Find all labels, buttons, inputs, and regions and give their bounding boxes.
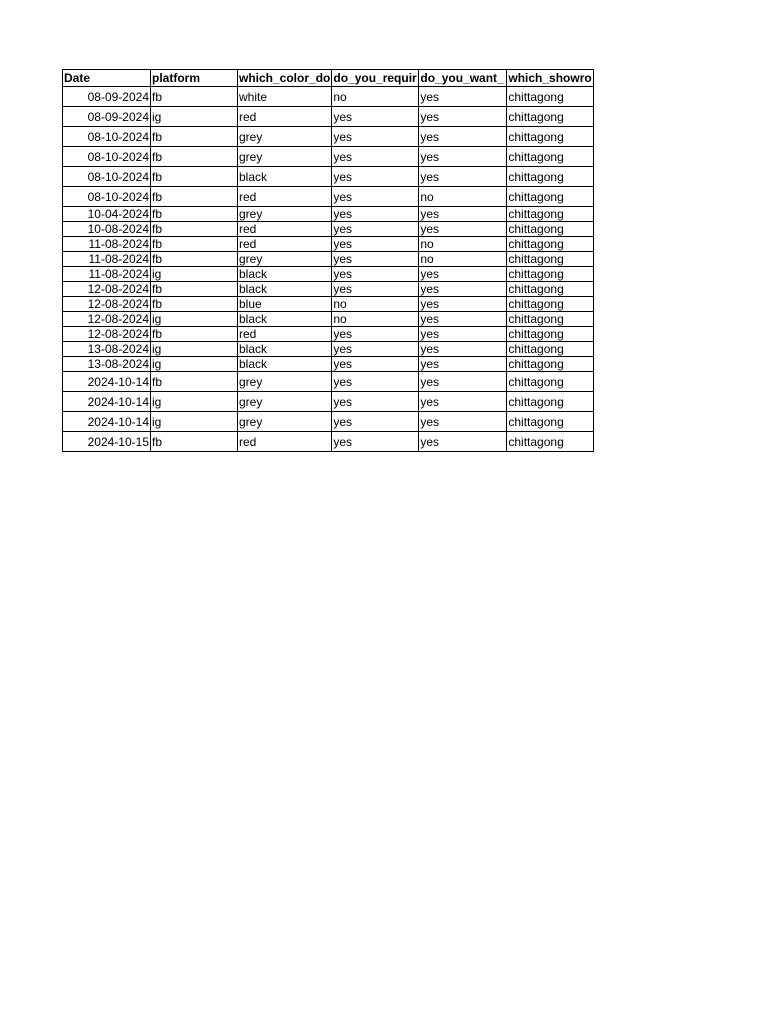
cell-date[interactable]: 2024-10-14 bbox=[63, 392, 151, 412]
cell-showroom[interactable]: chittagong bbox=[507, 432, 594, 452]
cell-color[interactable]: grey bbox=[238, 392, 332, 412]
cell-date[interactable]: 11-08-2024 bbox=[63, 267, 151, 282]
cell-require[interactable]: yes bbox=[332, 252, 419, 267]
cell-require[interactable]: yes bbox=[332, 392, 419, 412]
cell-color[interactable]: red bbox=[238, 107, 332, 127]
cell-platform[interactable]: fb bbox=[151, 167, 238, 187]
table-row bbox=[63, 147, 594, 167]
cell-date[interactable]: 12-08-2024 bbox=[63, 282, 151, 297]
cell-want[interactable]: yes bbox=[419, 267, 507, 282]
cell-date[interactable]: 12-08-2024 bbox=[63, 312, 151, 327]
cell-date[interactable]: 08-10-2024 bbox=[63, 187, 151, 207]
table-row bbox=[63, 432, 594, 452]
cell-color[interactable]: black bbox=[238, 312, 332, 327]
cell-want[interactable]: yes bbox=[419, 342, 507, 357]
cell-platform[interactable]: ig bbox=[151, 357, 238, 372]
cell-date[interactable]: 08-09-2024 bbox=[63, 87, 151, 107]
cell-platform[interactable]: fb bbox=[151, 147, 238, 167]
cell-color[interactable]: black bbox=[238, 282, 332, 297]
table-row bbox=[63, 167, 594, 187]
cell-date[interactable]: 08-10-2024 bbox=[63, 127, 151, 147]
cell-require[interactable]: yes bbox=[332, 127, 419, 147]
table-row bbox=[63, 312, 594, 327]
spreadsheet-table bbox=[62, 69, 594, 452]
cell-platform[interactable]: fb bbox=[151, 127, 238, 147]
table-row bbox=[63, 107, 594, 127]
cell-color[interactable]: red bbox=[238, 327, 332, 342]
cell-date[interactable]: 2024-10-14 bbox=[63, 372, 151, 392]
cell-date[interactable]: 11-08-2024 bbox=[63, 252, 151, 267]
cell-showroom[interactable]: chittagong bbox=[507, 342, 594, 357]
cell-color[interactable]: grey bbox=[238, 252, 332, 267]
cell-require[interactable]: yes bbox=[332, 342, 419, 357]
cell-require[interactable]: yes bbox=[332, 372, 419, 392]
cell-want[interactable]: no bbox=[419, 252, 507, 267]
cell-want[interactable]: yes bbox=[419, 282, 507, 297]
cell-platform[interactable]: ig bbox=[151, 312, 238, 327]
cell-require[interactable]: yes bbox=[332, 327, 419, 342]
table-row bbox=[63, 372, 594, 392]
cell-platform[interactable]: ig bbox=[151, 392, 238, 412]
cell-want[interactable]: yes bbox=[419, 147, 507, 167]
table-row bbox=[63, 412, 594, 432]
cell-color[interactable]: grey bbox=[238, 207, 332, 222]
table-body bbox=[63, 87, 594, 452]
cell-platform[interactable]: ig bbox=[151, 342, 238, 357]
cell-platform[interactable]: fb bbox=[151, 187, 238, 207]
cell-require[interactable]: no bbox=[332, 87, 419, 107]
cell-platform[interactable]: fb bbox=[151, 207, 238, 222]
header-date[interactable]: Date bbox=[63, 70, 151, 87]
cell-date[interactable]: 13-08-2024 bbox=[63, 342, 151, 357]
cell-showroom[interactable]: chittagong bbox=[507, 207, 594, 222]
cell-color[interactable]: grey bbox=[238, 127, 332, 147]
cell-want[interactable]: yes bbox=[419, 412, 507, 432]
cell-want[interactable]: yes bbox=[419, 357, 507, 372]
cell-want[interactable]: yes bbox=[419, 297, 507, 312]
cell-platform[interactable]: fb bbox=[151, 297, 238, 312]
cell-color[interactable]: red bbox=[238, 432, 332, 452]
cell-color[interactable]: grey bbox=[238, 147, 332, 167]
cell-require[interactable]: no bbox=[332, 297, 419, 312]
cell-showroom[interactable]: chittagong bbox=[507, 147, 594, 167]
cell-color[interactable]: grey bbox=[238, 372, 332, 392]
cell-want[interactable]: yes bbox=[419, 222, 507, 237]
cell-date[interactable]: 12-08-2024 bbox=[63, 297, 151, 312]
cell-platform[interactable]: fb bbox=[151, 252, 238, 267]
cell-want[interactable]: yes bbox=[419, 127, 507, 147]
cell-showroom[interactable]: chittagong bbox=[507, 222, 594, 237]
cell-platform[interactable]: fb bbox=[151, 87, 238, 107]
cell-showroom[interactable]: chittagong bbox=[507, 87, 594, 107]
cell-platform[interactable]: fb bbox=[151, 432, 238, 452]
cell-want[interactable]: yes bbox=[419, 432, 507, 452]
cell-showroom[interactable]: chittagong bbox=[507, 107, 594, 127]
table-row bbox=[63, 282, 594, 297]
cell-require[interactable]: yes bbox=[332, 147, 419, 167]
table-row bbox=[63, 222, 594, 237]
cell-color[interactable]: black bbox=[238, 342, 332, 357]
cell-require[interactable]: yes bbox=[332, 357, 419, 372]
cell-color[interactable]: red bbox=[238, 222, 332, 237]
cell-date[interactable]: 2024-10-15 bbox=[63, 432, 151, 452]
cell-want[interactable]: yes bbox=[419, 392, 507, 412]
cell-platform[interactable]: fb bbox=[151, 327, 238, 342]
header-which-showroom[interactable]: which_showro bbox=[507, 70, 594, 87]
cell-require[interactable]: yes bbox=[332, 167, 419, 187]
table-row bbox=[63, 237, 594, 252]
header-do-you-want[interactable]: do_you_want_ bbox=[419, 70, 507, 87]
cell-platform[interactable]: fb bbox=[151, 222, 238, 237]
table-row bbox=[63, 127, 594, 147]
cell-platform[interactable]: ig bbox=[151, 412, 238, 432]
cell-date[interactable]: 08-10-2024 bbox=[63, 167, 151, 187]
cell-color[interactable]: red bbox=[238, 237, 332, 252]
cell-require[interactable]: no bbox=[332, 312, 419, 327]
table-row bbox=[63, 207, 594, 222]
cell-showroom[interactable]: chittagong bbox=[507, 327, 594, 342]
header-which-color[interactable]: which_color_do bbox=[239, 71, 331, 85]
cell-want[interactable]: yes bbox=[419, 107, 507, 127]
cell-showroom[interactable]: chittagong bbox=[507, 167, 594, 187]
table-row bbox=[63, 392, 594, 412]
cell-showroom[interactable]: chittagong bbox=[507, 372, 594, 392]
header-platform[interactable]: platform bbox=[151, 70, 238, 87]
cell-date[interactable]: 10-08-2024 bbox=[63, 222, 151, 237]
cell-showroom[interactable]: chittagong bbox=[507, 312, 594, 327]
cell-color[interactable]: black bbox=[238, 167, 332, 187]
cell-color[interactable]: black bbox=[238, 357, 332, 372]
cell-want[interactable]: yes bbox=[419, 207, 507, 222]
cell-platform[interactable]: fb bbox=[151, 237, 238, 252]
cell-require[interactable]: yes bbox=[332, 187, 419, 207]
cell-showroom[interactable]: chittagong bbox=[507, 237, 594, 252]
cell-want[interactable]: yes bbox=[419, 87, 507, 107]
cell-want[interactable]: yes bbox=[419, 312, 507, 327]
cell-want[interactable]: yes bbox=[419, 327, 507, 342]
cell-require[interactable]: yes bbox=[332, 107, 419, 127]
cell-date[interactable]: 11-08-2024 bbox=[63, 237, 151, 252]
cell-color[interactable]: grey bbox=[238, 412, 332, 432]
cell-date[interactable]: 08-09-2024 bbox=[63, 107, 151, 127]
cell-want[interactable]: no bbox=[419, 187, 507, 207]
table-row bbox=[63, 252, 594, 267]
cell-require[interactable]: yes bbox=[332, 282, 419, 297]
cell-require[interactable]: yes bbox=[332, 222, 419, 237]
cell-showroom[interactable]: chittagong bbox=[507, 297, 594, 312]
table-row bbox=[63, 327, 594, 342]
cell-showroom[interactable]: chittagong bbox=[507, 282, 594, 297]
cell-want[interactable]: yes bbox=[419, 372, 507, 392]
cell-require[interactable]: yes bbox=[332, 432, 419, 452]
cell-date[interactable]: 2024-10-14 bbox=[63, 412, 151, 432]
cell-want[interactable]: no bbox=[419, 237, 507, 252]
cell-color[interactable]: blue bbox=[238, 297, 332, 312]
cell-showroom[interactable]: chittagong bbox=[507, 392, 594, 412]
cell-platform[interactable]: fb bbox=[151, 372, 238, 392]
cell-platform[interactable]: fb bbox=[151, 282, 238, 297]
header-row bbox=[63, 70, 594, 87]
cell-platform[interactable]: ig bbox=[151, 267, 238, 282]
cell-require[interactable]: yes bbox=[332, 237, 419, 252]
cell-require[interactable]: yes bbox=[332, 207, 419, 222]
cell-date[interactable]: 12-08-2024 bbox=[63, 327, 151, 342]
cell-date[interactable]: 10-04-2024 bbox=[63, 207, 151, 222]
cell-color[interactable]: red bbox=[238, 187, 332, 207]
table-row bbox=[63, 267, 594, 282]
cell-showroom[interactable]: chittagong bbox=[507, 187, 594, 207]
cell-require[interactable]: yes bbox=[332, 412, 419, 432]
cell-showroom[interactable]: chittagong bbox=[507, 267, 594, 282]
cell-platform[interactable]: ig bbox=[151, 107, 238, 127]
cell-want[interactable]: yes bbox=[419, 167, 507, 187]
table-row bbox=[63, 187, 594, 207]
cell-color[interactable]: black bbox=[238, 267, 332, 282]
table-row bbox=[63, 87, 594, 107]
table-row bbox=[63, 357, 594, 372]
cell-date[interactable]: 13-08-2024 bbox=[63, 357, 151, 372]
cell-showroom[interactable]: chittagong bbox=[507, 412, 594, 432]
cell-date[interactable]: 08-10-2024 bbox=[63, 147, 151, 167]
cell-showroom[interactable]: chittagong bbox=[507, 127, 594, 147]
cell-showroom[interactable]: chittagong bbox=[507, 357, 594, 372]
table-row bbox=[63, 342, 594, 357]
cell-color[interactable]: white bbox=[238, 87, 332, 107]
table-row bbox=[63, 297, 594, 312]
cell-require[interactable]: yes bbox=[332, 267, 419, 282]
header-do-you-require[interactable]: do_you_requir bbox=[332, 70, 419, 87]
cell-showroom[interactable]: chittagong bbox=[507, 252, 594, 267]
